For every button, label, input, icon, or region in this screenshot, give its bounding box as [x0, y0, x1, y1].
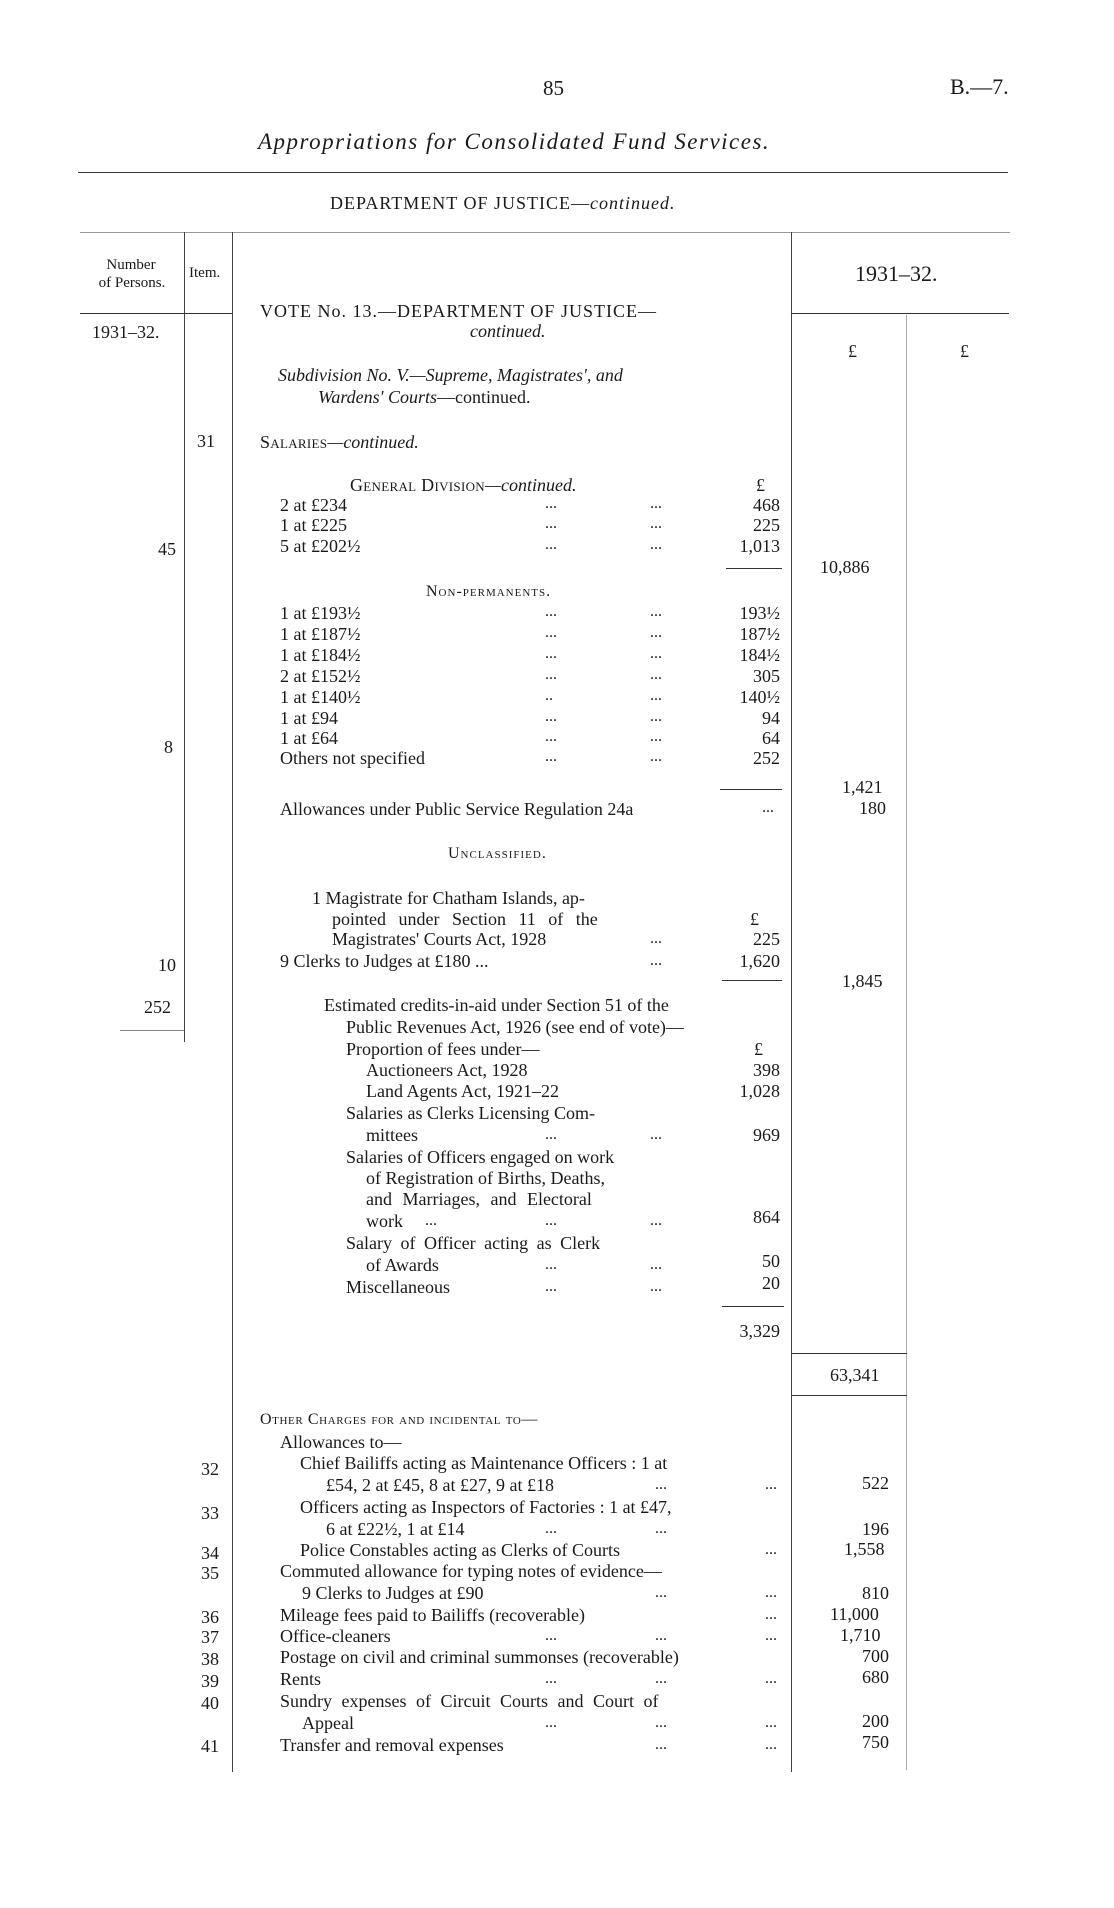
general-persons: 45 [158, 539, 176, 559]
item-number: 40 [201, 1693, 219, 1713]
item-number: 33 [201, 1503, 219, 1523]
credits-misc: Miscellaneous [346, 1277, 450, 1297]
table-row [0, 604, 1114, 625]
row-dots: ... [545, 728, 557, 745]
credits-total: 3,329 [739, 1321, 780, 1341]
page-title: Appropriations for Consolidated Fund Services. [258, 129, 771, 154]
credits-registration-value: 864 [753, 1207, 780, 1227]
row-label: 1 at £94 [280, 708, 338, 728]
charge-dots: ... [655, 1476, 667, 1493]
charge-dots: ... [655, 1627, 667, 1644]
row-label: 2 at £234 [280, 495, 347, 515]
charge-value: 1,558 [844, 1539, 885, 1559]
row-value: 305 [753, 666, 780, 686]
row-dots: ... [650, 536, 662, 553]
row-value: 252 [753, 748, 780, 768]
charge-dots: ... [655, 1736, 667, 1753]
item-header: Item. [189, 265, 221, 281]
item-number: 32 [201, 1459, 219, 1479]
general-division-continued: —continued. [484, 475, 577, 495]
credits-registration-line2: of Registration of Births, Deaths, [366, 1168, 605, 1188]
row-value: 64 [762, 728, 780, 748]
charge-dots: ... [765, 1541, 777, 1558]
row-label: 2 at £152½ [280, 666, 361, 686]
department-rule [80, 232, 1010, 233]
row-dots: ... [650, 687, 662, 704]
row-label: 1 at £64 [280, 728, 338, 748]
subdivision-continued: —continued. [437, 387, 531, 407]
credits-awards-line2: of Awards [366, 1255, 439, 1275]
persons-header-rule [80, 313, 184, 314]
row-dots: ... [650, 666, 662, 683]
table-row [0, 688, 1114, 709]
department-continued: continued. [589, 193, 676, 213]
row-dots: ... [545, 708, 557, 725]
charge-line1: Transfer and removal expenses [280, 1735, 504, 1755]
row-value: 193½ [739, 603, 780, 623]
item-number: 38 [201, 1649, 219, 1669]
charge-dots: ... [765, 1606, 777, 1623]
magistrate-line2: pointed under Section 11 of the [332, 909, 598, 929]
row-dots: ... [650, 603, 662, 620]
charge-line1: Commuted allowance for typing notes of evidence— [280, 1561, 662, 1581]
charge-line1: Office-cleaners [280, 1626, 391, 1646]
row-value: 184½ [739, 645, 780, 665]
charge-value: 810 [862, 1583, 889, 1603]
charge-dots: ... [765, 1670, 777, 1687]
item-number: 41 [201, 1736, 219, 1756]
credits-auctioneers: Auctioneers Act, 1928 [366, 1060, 528, 1080]
charge-value: 700 [862, 1646, 889, 1666]
row-label: 1 at £193½ [280, 603, 361, 623]
unclassified-subtotal-rule [722, 980, 782, 981]
title-rule [78, 172, 1008, 173]
general-currency: £ [756, 475, 765, 495]
currency-header-1: £ [848, 341, 857, 361]
year-header: 1931–32. [855, 261, 938, 286]
salaries-item-number: 31 [197, 431, 215, 451]
row-dots: ... [545, 515, 557, 532]
charge-line1: Chief Bailiffs acting as Maintenance Officers : 1 at [300, 1453, 668, 1473]
credits-land-agents-value: 1,028 [739, 1081, 780, 1101]
credits-line1: Estimated credits-in-aid under Section 51 of the [324, 995, 669, 1015]
credits-currency: £ [754, 1039, 763, 1059]
credits-awards-value: 50 [762, 1251, 780, 1271]
credits-registration-line4: work [366, 1211, 403, 1231]
clerks-value: 1,620 [739, 951, 780, 971]
charge-dots: ... [545, 1714, 557, 1731]
charge-dots: ... [655, 1584, 667, 1601]
table-row [0, 625, 1114, 646]
row-label: Others not specified [280, 748, 425, 768]
credits-licensing-dots: ... [650, 1126, 662, 1143]
general-subtotal-rule [726, 568, 782, 569]
charge-line1: Rents [280, 1669, 322, 1689]
item-header-rule [184, 313, 232, 314]
row-dots: ... [545, 645, 557, 662]
charge-dots: ... [655, 1714, 667, 1731]
charge-line1: Postage on civil and criminal summonses (recoverable) [280, 1647, 679, 1667]
vote-title: VOTE No. 13.—DEPARTMENT OF JUSTICE— [260, 301, 657, 321]
row-dots: ... [650, 645, 662, 662]
credits-registration-dots: ... [545, 1212, 557, 1229]
salaries-heading-continued: —continued. [327, 432, 419, 452]
general-division-label: General Division [350, 475, 485, 495]
credits-misc-dots: ... [650, 1278, 662, 1295]
row-label: 1 at £225 [280, 515, 347, 535]
total-persons: 252 [144, 997, 171, 1017]
charge-line2: 9 Clerks to Judges at £90 [302, 1583, 484, 1603]
credits-licensing-dots: ... [545, 1126, 557, 1143]
charge-line1: Mileage fees paid to Bailiffs (recoverable) [280, 1605, 586, 1625]
row-dots: ... [650, 624, 662, 641]
department-name: DEPARTMENT OF JUSTICE— [330, 193, 590, 213]
document-reference: B.—7. [950, 74, 1009, 99]
charge-dots: ... [545, 1627, 557, 1644]
charge-value: 200 [862, 1711, 889, 1731]
persons-year: 1931–32. [92, 322, 160, 342]
row-label: 1 at £140½ [280, 687, 361, 707]
subdivision-name: Wardens' Courts [318, 387, 438, 407]
allowances-regulation-dots: ... [762, 799, 774, 816]
unclassified-persons: 10 [158, 955, 176, 975]
credits-registration-dots: ... [425, 1212, 437, 1229]
row-value: 468 [753, 495, 780, 515]
charge-line1: Police Constables acting as Clerks of Courts [300, 1540, 620, 1560]
item-number: 35 [201, 1563, 219, 1583]
department-heading [330, 194, 675, 212]
subdivision-line1: Subdivision No. V.—Supreme, Magistrates', and [278, 365, 623, 385]
charge-dots: ... [765, 1736, 777, 1753]
allowances-regulation-label: Allowances under Public Service Regulation 24a [280, 799, 634, 819]
clerks-label: 9 Clerks to Judges at £180 ... [280, 951, 489, 971]
persons-header-line1: Number [106, 257, 156, 273]
charge-dots: ... [765, 1627, 777, 1644]
currency-header-2: £ [960, 341, 969, 361]
row-dots: ... [650, 708, 662, 725]
charge-line1: Sundry expenses of Circuit Courts and Court of [280, 1691, 659, 1711]
charge-value: 1,710 [840, 1625, 881, 1645]
charge-value: 680 [862, 1667, 889, 1687]
credits-awards-line1: Salary of Officer acting as Clerk [346, 1233, 601, 1253]
charge-dots: ... [655, 1520, 667, 1537]
charge-value: 750 [862, 1732, 889, 1752]
clerks-dots: ... [650, 952, 662, 969]
amount-column-rule [791, 232, 792, 1772]
general-total: 10,886 [820, 557, 870, 577]
allowances-to: Allowances to— [280, 1432, 402, 1452]
table-row [0, 646, 1114, 667]
allowances-regulation-value: 180 [859, 798, 886, 818]
row-label: 1 at £184½ [280, 645, 361, 665]
credits-registration-line3: and Marriages, and Electoral [366, 1189, 592, 1209]
credits-subtotal-rule [722, 1306, 784, 1307]
row-dots: ... [650, 495, 662, 512]
credits-registration-dots: ... [650, 1212, 662, 1229]
magistrate-value: 225 [753, 929, 780, 949]
magistrate-currency: £ [750, 909, 759, 929]
credits-licensing-line2: mittees [366, 1125, 418, 1145]
credits-licensing-value: 969 [753, 1125, 780, 1145]
credits-awards-dots: ... [650, 1256, 662, 1273]
salaries-grand-total: 63,341 [830, 1365, 880, 1385]
general-division-heading [350, 476, 576, 494]
charge-line2: £54, 2 at £45, 8 at £27, 9 at £18 [326, 1475, 554, 1495]
item-number: 37 [201, 1627, 219, 1647]
nonpermanent-subtotal-rule [720, 789, 782, 790]
subdivision-line2 [318, 388, 531, 406]
row-dots: ... [545, 536, 557, 553]
salaries-heading [260, 433, 419, 451]
item-number: 39 [201, 1671, 219, 1691]
charge-dots: ... [545, 1670, 557, 1687]
salaries-heading-label: Salaries [260, 432, 328, 452]
credits-auctioneers-value: 398 [753, 1060, 780, 1080]
item-number: 34 [201, 1543, 219, 1563]
item-column-rule [232, 232, 233, 1772]
table-row [0, 516, 1114, 537]
charge-dots: ... [545, 1520, 557, 1537]
charge-value: 196 [862, 1519, 889, 1539]
grand-total-bottom-rule [792, 1395, 907, 1396]
unclassified-total: 1,845 [842, 971, 883, 991]
nonpermanents-heading: Non-permanents. [426, 583, 552, 600]
charge-line1: Officers acting as Inspectors of Factories : 1 at £47, [300, 1497, 672, 1517]
row-value: 140½ [739, 687, 780, 707]
credits-licensing-line1: Salaries as Clerks Licensing Com- [346, 1103, 595, 1123]
row-dots: ... [545, 666, 557, 683]
table-row [0, 709, 1114, 729]
charge-dots: ... [655, 1670, 667, 1687]
row-dots: ... [650, 728, 662, 745]
grand-total-top-rule [792, 1353, 907, 1354]
other-charges-heading: Other Charges for and incidental to— [260, 1411, 538, 1428]
charge-line2: Appeal [302, 1713, 354, 1733]
row-value: 1,013 [739, 536, 780, 556]
credits-registration-line1: Salaries of Officers engaged on work [346, 1147, 615, 1167]
row-dots: ... [545, 603, 557, 620]
charge-dots: ... [765, 1584, 777, 1601]
row-dots: ... [545, 748, 557, 765]
charge-line2: 6 at £22½, 1 at £14 [326, 1519, 465, 1539]
persons-header-line2: of Persons. [98, 275, 166, 291]
row-value: 187½ [739, 624, 780, 644]
row-dots: ... [650, 515, 662, 532]
table-row [0, 496, 1114, 516]
page-number: 85 [543, 76, 564, 100]
credits-proportion: Proportion of fees under— [346, 1039, 540, 1059]
table-row [0, 667, 1114, 688]
credits-misc-value: 20 [762, 1273, 780, 1293]
row-value: 94 [762, 708, 780, 728]
credits-land-agents: Land Agents Act, 1921–22 [366, 1081, 559, 1101]
row-label: 5 at £202½ [280, 536, 361, 556]
magistrate-line1: 1 Magistrate for Chatham Islands, ap- [312, 888, 585, 908]
magistrate-dots: ... [650, 930, 662, 947]
row-dots: ... [545, 624, 557, 641]
vote-title-continued: continued. [470, 321, 546, 341]
persons-total-rule [120, 1030, 184, 1031]
row-value: 225 [753, 515, 780, 535]
row-dots: ... [650, 748, 662, 765]
row-label: 1 at £187½ [280, 624, 361, 644]
year-header-rule [791, 313, 1009, 314]
row-dots: .. [545, 687, 553, 704]
credits-awards-dots: ... [545, 1256, 557, 1273]
nonpermanent-total: 1,421 [842, 777, 883, 797]
row-dots: ... [545, 495, 557, 512]
unclassified-heading: Unclassified. [448, 845, 547, 862]
credits-misc-dots: ... [545, 1278, 557, 1295]
charge-value: 11,000 [830, 1604, 879, 1624]
credits-line2: Public Revenues Act, 1926 (see end of vote)— [346, 1017, 684, 1037]
charge-dots: ... [765, 1714, 777, 1731]
item-number: 36 [201, 1607, 219, 1627]
charge-value: 522 [862, 1473, 889, 1493]
magistrate-line3: Magistrates' Courts Act, 1928 [332, 929, 547, 949]
nonpermanent-persons: 8 [164, 737, 173, 757]
charge-dots: ... [765, 1476, 777, 1493]
